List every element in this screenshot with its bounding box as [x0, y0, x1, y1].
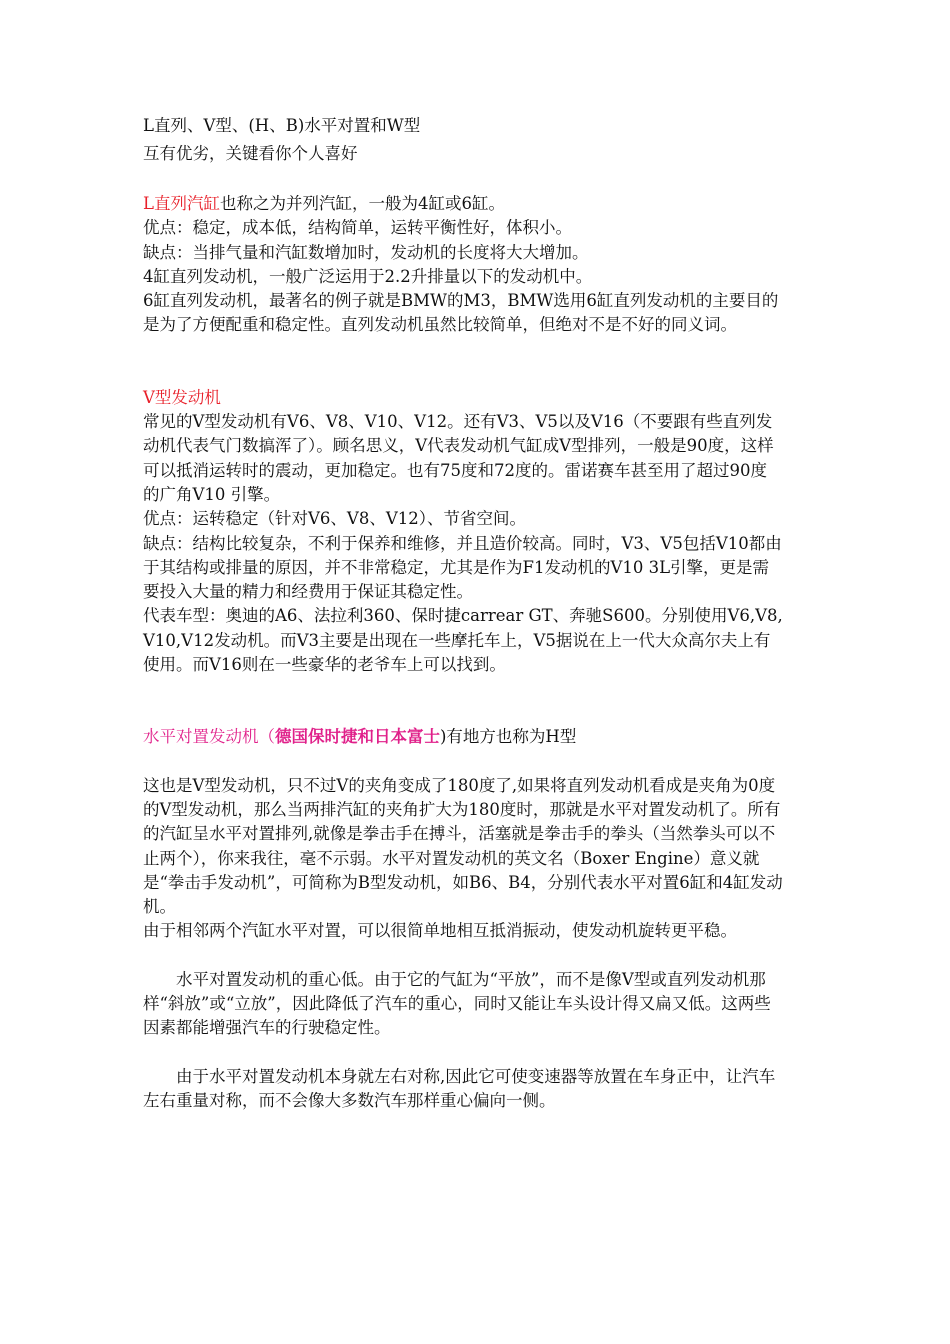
v-engine-cons: 缺点：结构比较复杂，不利于保养和维修，并且造价较高。同时，V3、V5包括V10都由于其结构或排量的原因，并不非常稳定，尤其是作为F1发动机的V10 3L引擎，更是需要投入大量的精力和经费用于保证其稳定性。: [143, 533, 782, 602]
v-engine-models: 代表车型：奥迪的A6、法拉利360、保时捷carrear GT、奔驰S600。分别使用V6,V8,V10,V12发动机。而V3主要是出现在一些摩托车上，V5据说在上一代大众高尔夫上有使用。而V16则在一些豪华的老爷车上可以找到。: [143, 606, 783, 675]
boxer-engine-section: [143, 725, 783, 1113]
intro-block: [143, 112, 783, 168]
v-engine-heading: V型发动机: [143, 387, 221, 407]
boxer-paragraph-2: 由于相邻两个汽缸水平对置，可以很简单地相互抵消振动，使发动机旋转更平稳。: [143, 921, 737, 941]
v-engine-desc: 常见的V型发动机有V6、V8、V10、V12。还有V3、V5以及V16（不要跟有些直列发动机代表气门数搞浑了）。顾名思义，V代表发动机气缸成V型排列，一般是90度，这样可以抵消运转时的震动，更加稳定。也有75度和72度的。雷诺赛车甚至用了超过90度的广角V10 引擎。: [143, 412, 774, 504]
document-page: [143, 112, 783, 1113]
boxer-heading-brand: 德国保时捷和日本富士: [275, 727, 440, 747]
inline-heading: L直列汽缸: [143, 194, 220, 213]
inline-pros: 优点：稳定，成本低，结构简单，运转平衡性好，体积小。: [143, 218, 572, 238]
spacer: [143, 1041, 783, 1065]
inline-heading-tail: 也称之为并列汽缸，一般为4缸或6缸。: [219, 194, 505, 213]
spacer: [143, 338, 783, 386]
boxer-paragraph-3: 水平对置发动机的重心低。由于它的气缸为“平放”，而不是像V型或直列发动机那样“斜放”或“立放”，因此降低了汽车的重心，同时又能让车头设计得又扁又低。这两些因素都能增强汽车的行驶稳定性。: [143, 969, 771, 1038]
inline-four-cyl: 4缸直列发动机，一般广泛运用于2.2升排量以下的发动机中。: [143, 266, 593, 286]
boxer-paragraph-4: 由于水平对置发动机本身就左右对称,因此它可使变速器等放置在车身正中，让汽车左右重量对称，而不会像大多数汽车那样重心偏向一侧。: [143, 1066, 776, 1110]
inline-cons: 缺点：当排气量和汽缸数增加时，发动机的长度将大大增加。: [143, 242, 589, 262]
intro-line-2: 互有优劣，关键看你个人喜好: [143, 144, 358, 163]
spacer: [143, 944, 783, 968]
spacer: [143, 168, 783, 192]
inline-engine-section: [143, 192, 783, 338]
inline-six-cyl: 6缸直列发动机，最著名的例子就是BMW的M3，BMW选用6缸直列发动机的主要目的是为了方便配重和稳定性。直列发动机虽然比较简单，但绝对不是不好的同义词。: [143, 291, 779, 335]
boxer-heading: 水平对置发动机: [143, 727, 259, 747]
v-engine-pros: 优点：运转稳定（针对V6、V8、V12）、节省空间。: [143, 509, 526, 529]
v-engine-section: [143, 386, 783, 678]
intro-line-1: L直列、V型、(H、B)水平对置和W型: [143, 116, 421, 135]
inline-heading-line: [143, 192, 783, 216]
boxer-paren-open: （: [258, 727, 275, 747]
boxer-heading-tail: )有地方也称为H型: [440, 727, 577, 747]
boxer-heading-line: [143, 725, 783, 749]
spacer: [143, 750, 783, 774]
spacer: [143, 677, 783, 725]
boxer-paragraph-1: 这也是V型发动机，只不过V的夹角变成了180度了,如果将直列发动机看成是夹角为0度的V型发动机，那么当两排汽缸的夹角扩大为180度时，那就是水平对置发动机了。所有的汽缸呈水平对置排列,就像是拳击手在搏斗，活塞就是拳击手的拳头（当然拳头可以不止两个），你来我往，毫不示弱。水平对置发动机的英文名（Boxer Engine）意义就是“拳击手发动机”，可简称为B型发动机，如B6、B4，分别代表水平对置6缸和4缸发动机。: [143, 775, 783, 917]
